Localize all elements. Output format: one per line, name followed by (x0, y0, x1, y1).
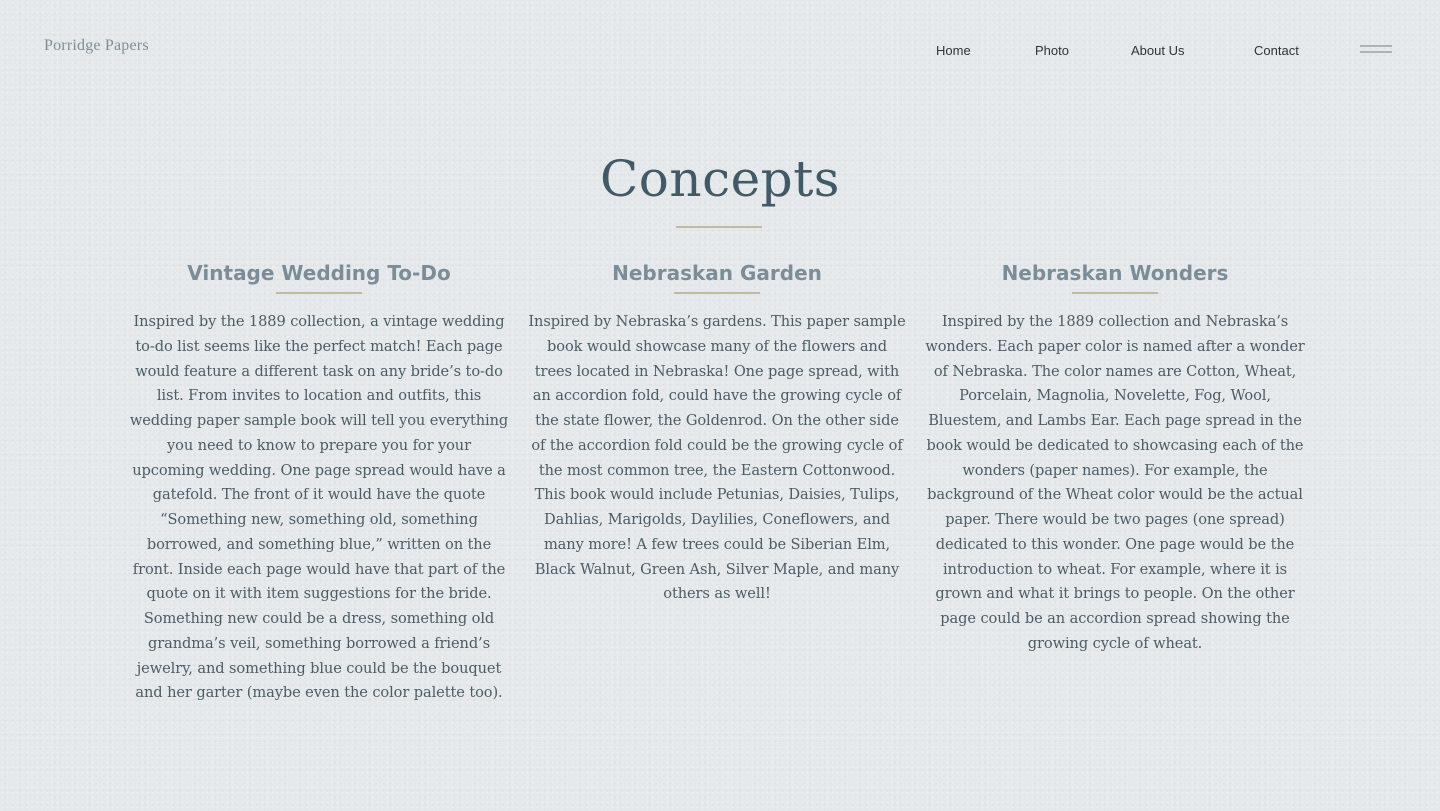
concept-card-nebraskan-wonders (925, 258, 1305, 657)
nav-link-home[interactable]: Home (936, 43, 971, 58)
menu-line-bottom (1360, 51, 1392, 53)
concept-title: Nebraskan Garden (612, 261, 822, 285)
concept-description: Inspired by the 1889 collection, a vintage wedding to-do list seems like the perfect match! Each page would feature a different task on any bride’s to-do list. From invites to location and outfits, this wedding paper sample book will tell you everything you need to know to prepare you for your upcoming wedding. One page spread would have a gatefold. The front of it would have the quote “Something new, something old, something borrowed, and something blue,” written on the front. Inside each page would have that part of the quote on it with item suggestions for the bride. Something new could be a dress, something old grandma’s veil, something borrowed a friend’s jewelry, and something blue could be the bouquet and her garter (maybe even the color palette too). (129, 313, 509, 702)
concept-description: Inspired by the 1889 collection and Nebraska’s wonders. Each paper color is named after a wonder of Nebraska. The color names are Cotton, Wheat, Porcelain, Magnolia, Novelette, Fog, Wool, Bluestem, and Lambs Ear. Each page spread in the book would be dedicated to showcasing each of the wonders (paper names). For example, the background of the Wheat color would be the actual paper. There would be two pages (one spread) dedicated to this wonder. One page would be the introduction to wheat. For example, where it is grown and what it brings to people. On the other page could be an accordion spread showing the growing cycle of wheat. (925, 313, 1305, 652)
concept-card-nebraskan-garden (527, 258, 907, 607)
page-title: Concepts (600, 150, 840, 208)
concept-title-divider (1072, 292, 1158, 294)
concept-title: Nebraskan Wonders (1001, 261, 1229, 285)
concept-title-divider (276, 292, 362, 294)
concept-title-divider (674, 292, 760, 294)
nav-link-photo[interactable]: Photo (1035, 43, 1069, 58)
hamburger-menu-icon[interactable] (1360, 45, 1392, 55)
concept-title: Vintage Wedding To-Do (187, 261, 451, 285)
brand-logo-text[interactable]: Porridge Papers (44, 37, 149, 54)
concept-card-vintage-wedding (129, 258, 509, 706)
title-divider (676, 226, 762, 228)
nav-link-contact[interactable]: Contact (1254, 43, 1299, 58)
menu-line-top (1360, 45, 1392, 47)
main-nav (0, 43, 1440, 59)
nav-link-about-us[interactable]: About Us (1131, 43, 1185, 58)
concept-description: Inspired by Nebraska’s gardens. This paper sample book would showcase many of the flowers and trees located in Nebraska! One page spread, with an accordion fold, could have the growing cycle of the state flower, the Goldenrod. On the other side of the accordion fold could be the growing cycle of the most common tree, the Eastern Cottonwood. This book would include Petunias, Daisies, Tulips, Dahlias, Marigolds, Daylilies, Coneflowers, and many more! A few trees could be Siberian Elm, Black Walnut, Green Ash, Silver Maple, and many others as well! (528, 313, 906, 603)
